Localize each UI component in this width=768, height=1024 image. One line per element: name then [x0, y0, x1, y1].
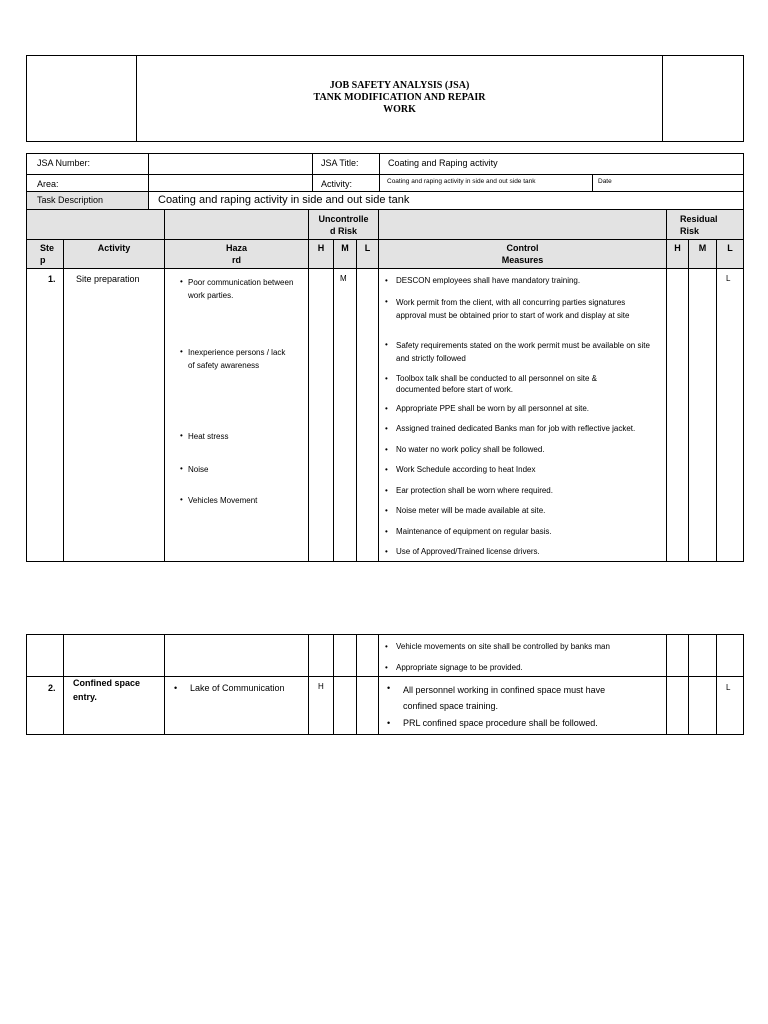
row1-step: 1.	[48, 274, 56, 284]
residual-l-header: L	[727, 243, 733, 253]
row1-control: Work permit from the client, with all concurring parties signatures approval must be obtained prior to start of work and display at site	[396, 298, 630, 320]
uncontrolled-risk-header: Uncontrolle d Risk	[318, 214, 369, 236]
jsa-title-value: Coating and Raping activity	[388, 158, 498, 168]
hazard-header: Haza rd	[225, 243, 247, 265]
activity-header: Activity	[97, 243, 131, 253]
row1-control: Use of Approved/Trained license drivers.	[396, 547, 540, 556]
residual-m-header: M	[698, 243, 707, 253]
row1-control: Work Schedule according to heat Index	[396, 465, 536, 474]
title-line-3: WORK	[383, 104, 416, 115]
date-label: Date	[598, 178, 612, 185]
row1-uncontrolled-m: M	[340, 274, 347, 283]
row1-control: No water no work policy shall be followed.	[396, 445, 545, 454]
row2-uncontrolled-h: H	[318, 682, 324, 691]
control-measures-header: Control Measures	[501, 243, 544, 265]
uncontrolled-l-header: L	[364, 243, 371, 253]
row1-control: Toolbox talk shall be conducted to all personnel on site & documented before start of work.	[396, 374, 598, 394]
uncontrolled-h-header: H	[317, 243, 325, 253]
row1-control: Appropriate PPE shall be worn by all personnel at site.	[396, 404, 589, 413]
continued-control: Appropriate signage to be provided.	[396, 663, 523, 672]
row1-activity: Site preparation	[76, 274, 140, 284]
header-divider-right	[662, 55, 663, 142]
document-title	[137, 80, 662, 116]
uncontrolled-m-header: M	[341, 243, 349, 253]
row1-residual-l: L	[726, 274, 731, 283]
row1-control: Assigned trained dedicated Banks man for job with reflective jacket.	[396, 424, 636, 433]
row1-control: Safety requirements stated on the work permit must be available on site and strictly followed	[396, 341, 650, 363]
row1-control: Ear protection shall be worn where required.	[396, 486, 553, 495]
row2-control: All personnel working in confined space must have confined space training.	[403, 685, 606, 711]
row1-hazard: Noise	[188, 465, 209, 474]
row1-control: DESCON employees shall have mandatory training.	[396, 276, 581, 285]
row2-control: PRL confined space procedure shall be followed.	[403, 718, 598, 728]
row1-hazard: Inexperience persons / lack of safety awareness	[188, 348, 286, 370]
title-line-2: TANK MODIFICATION AND REPAIR	[313, 92, 486, 103]
activity-value: Coating and raping activity in side and out side tank	[387, 178, 536, 185]
row1-control: Maintenance of equipment on regular basis.	[396, 527, 552, 536]
residual-risk-header: Residual Risk	[680, 214, 718, 236]
task-description-label: Task Description	[37, 195, 104, 205]
residual-h-header: H	[674, 243, 681, 253]
row2-hazard: Lake of Communication	[190, 683, 285, 693]
row1-hazard: Vehicles Movement	[188, 496, 258, 505]
row2-residual-l: L	[726, 683, 731, 692]
task-description-value: Coating and raping activity in side and out side tank	[158, 194, 410, 206]
title-line-1: JOB SAFETY ANALYSIS (JSA)	[329, 80, 470, 91]
row1-hazard: Heat stress	[188, 432, 229, 441]
area-label: Area:	[37, 179, 59, 189]
step-header: Ste p	[40, 243, 55, 265]
jsa-number-label: JSA Number:	[37, 158, 91, 168]
row2-step: 2.	[48, 683, 56, 693]
row1-control: Noise meter will be made available at site.	[396, 506, 546, 515]
jsa-title-label: JSA Title:	[321, 158, 359, 168]
row2-activity: Confined space entry.	[73, 678, 141, 702]
row1-hazard: Poor communication between work parties.	[188, 278, 294, 300]
activity-label: Activity:	[321, 179, 353, 189]
continued-control: Vehicle movements on site shall be controlled by banks man	[396, 642, 610, 651]
